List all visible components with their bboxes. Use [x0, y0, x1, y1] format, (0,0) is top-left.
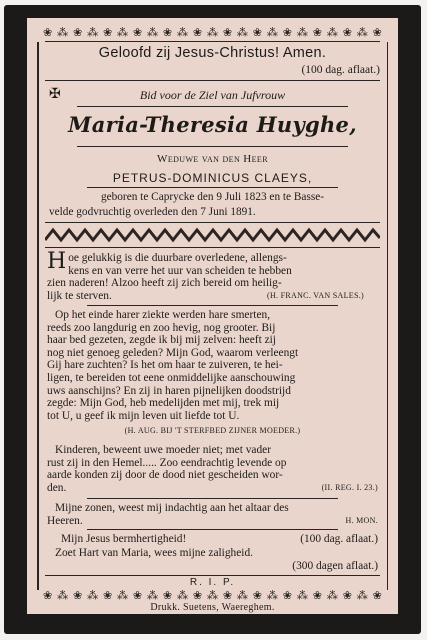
divider: [77, 106, 348, 107]
divider: [45, 575, 380, 576]
divider: [45, 222, 380, 223]
ejaculation-1: [61, 533, 378, 546]
death-line: velde godvruchtig overleden den 7 Juni 1891.: [49, 206, 256, 218]
prayer-line: Bid voor de Ziel van Jufvrouw: [139, 88, 286, 102]
citation: (H. FRANC. VAN SALES.): [267, 290, 364, 300]
ejaculation-indulgence: (100 dag. aflaat.): [300, 533, 378, 545]
deceased-name: Maria-Theresia Huyghe,: [68, 112, 357, 137]
prayer-card: [27, 18, 398, 614]
paragraph-line: aarde konden zij door de dood niet gescheiden wor-: [47, 469, 283, 482]
paragraph-1: [47, 249, 378, 302]
paragraph-line: oe gelukkig is die duurbare overledene, allengs-: [68, 252, 287, 264]
paragraph-line: nog niet genoeg geleden? Mijn God, waarom verleengt: [47, 346, 299, 359]
divider: [45, 247, 380, 248]
birth-line: geboren te Caprycke den 9 Juli 1823 en te Basse-: [100, 191, 325, 203]
paragraph-line: den.: [47, 481, 67, 494]
paragraph-line: lijk te sterven.: [47, 289, 112, 302]
divider: [87, 305, 338, 306]
right-rule: [387, 42, 389, 590]
paragraph-line: ligen, te bereiden tot eene onmiddelijke aanschouwing: [47, 371, 296, 384]
ejaculation-2-indulgence: (300 dagen aflaat.): [292, 560, 378, 572]
spouse-name: PETRUS-DOMINICUS CLAEYS,: [112, 171, 313, 185]
paragraph-line: rust zij in den Hemel..... Zoo eendrachtig levende op: [47, 456, 287, 469]
divider: [87, 187, 338, 188]
paragraph-line: tot U, u geef ik mijn leven uit liefde tot U.: [47, 409, 240, 422]
rip: R. I. P.: [189, 577, 236, 588]
paragraph-line: Op het einde harer ziekte werden hare smerten,: [55, 309, 271, 321]
top-ornament: ❀ ⁂ ❀ ⁂ ❀ ⁂ ❀ ⁂ ❀ ⁂ ❀ ⁂ ❀ ⁂ ❀ ⁂ ❀ ⁂ ❀ ⁂ ❀ ⁂ ❀: [43, 27, 382, 39]
cross-icon: ✠: [49, 87, 61, 102]
paragraph-2: [47, 309, 378, 438]
printer: Drukk. Suetens, Waereghem.: [150, 602, 275, 613]
divider: [77, 146, 348, 147]
bottom-ornament: ❀ ⁂ ❀ ⁂ ❀ ⁂ ❀ ⁂ ❀ ⁂ ❀ ⁂ ❀ ⁂ ❀ ⁂ ❀ ⁂ ❀ ⁂ ❀ ⁂ ❀: [43, 590, 382, 602]
invocation: Geloofd zij Jesus-Christus! Amen.: [98, 45, 327, 61]
spouse-intro: Weduwe van den Heer: [157, 153, 268, 165]
paragraph-line: Heeren.: [47, 514, 83, 527]
paragraph-line: uws aanschijns? En zij in haren pijnelijken doodstrijd: [47, 384, 291, 397]
citation: H. MON.: [345, 515, 378, 525]
divider: [45, 80, 380, 81]
citation: (H. AUG. BIJ 'T STERFBED ZIJNER MOEDER.): [124, 426, 301, 436]
drop-cap: H: [47, 249, 67, 274]
paragraph-line: zien naderen! Alzoo heeft zij zich bereid om heilig-: [47, 277, 282, 290]
paragraph-4: [47, 502, 378, 527]
ejaculation-2-text: Zoet Hart van Maria, wees mijne zaligheid.: [55, 547, 253, 559]
paragraph-line: reeds zoo langdurig en zoo hevig, nog grooter. Bij: [47, 321, 276, 334]
ejaculation-text: Mijn Jesus bermhertigheid!: [61, 533, 187, 545]
zigzag-border: [45, 227, 380, 243]
paragraph-line: Kinderen, beweent uwe moeder niet; met vader: [55, 444, 272, 456]
paragraph-line: kens en van verre het uur van scheiden te hebben: [68, 264, 292, 277]
paragraph-line: zegde: Mijn God, heb medelijden met mij, trek mij: [47, 397, 280, 410]
paragraph-line: Gij hare zuchten? Is het om haar te zuiveren, te hei-: [47, 359, 283, 372]
paragraph-line: haar bed gezeten, zegde ik bij mij zelven: heeft zij: [47, 334, 276, 347]
paragraph-line: Mijne zonen, weest mij indachtig aan het altaar des: [55, 502, 289, 514]
divider: [87, 529, 338, 530]
citation: (II. REG. I. 23.): [321, 482, 378, 492]
left-rule: [37, 42, 39, 590]
invocation-indulgence: (100 dag. aflaat.): [301, 64, 380, 76]
divider: [45, 41, 380, 42]
paragraph-3: [47, 444, 378, 494]
divider: [87, 498, 338, 499]
